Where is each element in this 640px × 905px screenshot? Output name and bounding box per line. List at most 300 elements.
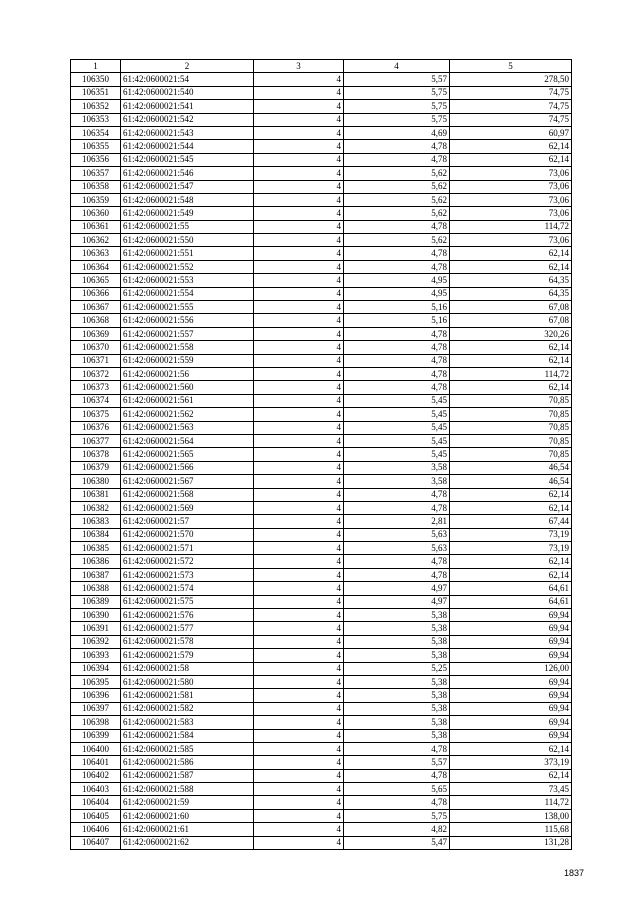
column-5-cell: 64,35 — [450, 274, 572, 287]
row-number-cell: 106355 — [71, 140, 121, 153]
column-4-cell: 4,78 — [344, 327, 450, 340]
column-5-cell: 114,72 — [450, 367, 572, 380]
cadastral-number-cell: 61:42:0600021:557 — [121, 327, 254, 340]
row-number-cell: 106368 — [71, 314, 121, 327]
table-row — [71, 220, 572, 233]
row-number-cell: 106371 — [71, 354, 121, 367]
column-5-cell: 67,08 — [450, 301, 572, 314]
column-3-cell: 4 — [254, 180, 344, 193]
column-4-cell: 4,78 — [344, 140, 450, 153]
column-3-cell: 4 — [254, 461, 344, 474]
column-4-cell: 4,78 — [344, 367, 450, 380]
column-3-cell: 4 — [254, 421, 344, 434]
cadastral-number-cell: 61:42:0600021:551 — [121, 247, 254, 260]
table-body — [71, 73, 572, 850]
cadastral-number-cell: 61:42:0600021:578 — [121, 635, 254, 648]
column-3-cell: 4 — [254, 595, 344, 608]
column-5-cell: 70,85 — [450, 408, 572, 421]
cadastral-number-cell: 61:42:0600021:582 — [121, 702, 254, 715]
cadastral-number-cell: 61:42:0600021:552 — [121, 260, 254, 273]
table-row — [71, 555, 572, 568]
column-4-cell: 5,75 — [344, 113, 450, 126]
row-number-cell: 106376 — [71, 421, 121, 434]
row-number-cell: 106369 — [71, 327, 121, 340]
column-4-cell: 3,58 — [344, 461, 450, 474]
cadastral-number-cell: 61:42:0600021:555 — [121, 301, 254, 314]
column-3-cell: 4 — [254, 167, 344, 180]
column-5-cell: 69,94 — [450, 716, 572, 729]
cadastral-number-cell: 61:42:0600021:563 — [121, 421, 254, 434]
column-5-cell: 62,14 — [450, 247, 572, 260]
data-table — [70, 59, 572, 850]
cadastral-number-cell: 61:42:0600021:59 — [121, 796, 254, 809]
cadastral-number-cell: 61:42:0600021:553 — [121, 274, 254, 287]
cadastral-number-cell: 61:42:0600021:570 — [121, 528, 254, 541]
row-number-cell: 106381 — [71, 488, 121, 501]
column-4-cell: 5,38 — [344, 716, 450, 729]
column-5-cell: 69,94 — [450, 622, 572, 635]
column-4-cell: 4,78 — [344, 501, 450, 514]
column-5-cell: 114,72 — [450, 220, 572, 233]
column-3-cell: 4 — [254, 113, 344, 126]
cadastral-number-cell: 61:42:0600021:62 — [121, 836, 254, 849]
header-col-3: 3 — [254, 60, 344, 73]
row-number-cell: 106391 — [71, 622, 121, 635]
column-5-cell: 70,85 — [450, 448, 572, 461]
column-4-cell: 4,95 — [344, 274, 450, 287]
row-number-cell: 106375 — [71, 408, 121, 421]
table-row — [71, 341, 572, 354]
table-row — [71, 381, 572, 394]
table-row — [71, 193, 572, 206]
column-3-cell: 4 — [254, 542, 344, 555]
cadastral-number-cell: 61:42:0600021:573 — [121, 568, 254, 581]
table-row — [71, 542, 572, 555]
table-row — [71, 126, 572, 139]
column-5-cell: 73,19 — [450, 542, 572, 555]
table-row — [71, 595, 572, 608]
cadastral-number-cell: 61:42:0600021:569 — [121, 501, 254, 514]
column-3-cell: 4 — [254, 301, 344, 314]
cadastral-number-cell: 61:42:0600021:572 — [121, 555, 254, 568]
column-3-cell: 4 — [254, 193, 344, 206]
column-4-cell: 5,47 — [344, 836, 450, 849]
column-5-cell: 74,75 — [450, 86, 572, 99]
cadastral-number-cell: 61:42:0600021:558 — [121, 341, 254, 354]
column-5-cell: 69,94 — [450, 729, 572, 742]
column-4-cell: 5,57 — [344, 756, 450, 769]
column-3-cell: 4 — [254, 555, 344, 568]
column-3-cell: 4 — [254, 100, 344, 113]
column-3-cell: 4 — [254, 809, 344, 822]
row-number-cell: 106382 — [71, 501, 121, 514]
column-4-cell: 5,38 — [344, 622, 450, 635]
column-5-cell: 60,97 — [450, 126, 572, 139]
table-row — [71, 582, 572, 595]
row-number-cell: 106377 — [71, 434, 121, 447]
column-4-cell: 5,62 — [344, 180, 450, 193]
cadastral-number-cell: 61:42:0600021:556 — [121, 314, 254, 327]
column-4-cell: 5,45 — [344, 434, 450, 447]
table-row — [71, 180, 572, 193]
table-row — [71, 247, 572, 260]
table-row — [71, 260, 572, 273]
row-number-cell: 106366 — [71, 287, 121, 300]
row-number-cell: 106357 — [71, 167, 121, 180]
column-4-cell: 5,75 — [344, 86, 450, 99]
cadastral-number-cell: 61:42:0600021:55 — [121, 220, 254, 233]
table-row — [71, 675, 572, 688]
column-5-cell: 73,06 — [450, 234, 572, 247]
column-4-cell: 4,78 — [344, 769, 450, 782]
column-3-cell: 4 — [254, 475, 344, 488]
column-3-cell: 4 — [254, 528, 344, 541]
table-row — [71, 274, 572, 287]
cadastral-number-cell: 61:42:0600021:549 — [121, 207, 254, 220]
table-row — [71, 86, 572, 99]
table-row — [71, 783, 572, 796]
column-5-cell: 131,28 — [450, 836, 572, 849]
column-4-cell: 5,75 — [344, 809, 450, 822]
column-4-cell: 5,38 — [344, 702, 450, 715]
table-row — [71, 609, 572, 622]
row-number-cell: 106378 — [71, 448, 121, 461]
row-number-cell: 106361 — [71, 220, 121, 233]
column-4-cell: 5,45 — [344, 408, 450, 421]
column-5-cell: 73,06 — [450, 167, 572, 180]
table-row — [71, 501, 572, 514]
row-number-cell: 106367 — [71, 301, 121, 314]
column-4-cell: 5,63 — [344, 542, 450, 555]
column-3-cell: 4 — [254, 702, 344, 715]
row-number-cell: 106397 — [71, 702, 121, 715]
cadastral-number-cell: 61:42:0600021:550 — [121, 234, 254, 247]
column-4-cell: 5,62 — [344, 207, 450, 220]
column-5-cell: 46,54 — [450, 461, 572, 474]
column-4-cell: 4,78 — [344, 220, 450, 233]
column-5-cell: 64,35 — [450, 287, 572, 300]
column-3-cell: 4 — [254, 86, 344, 99]
column-4-cell: 5,45 — [344, 421, 450, 434]
column-3-cell: 4 — [254, 234, 344, 247]
row-number-cell: 106403 — [71, 783, 121, 796]
column-4-cell: 4,97 — [344, 595, 450, 608]
column-3-cell: 4 — [254, 742, 344, 755]
column-3-cell: 4 — [254, 220, 344, 233]
column-3-cell: 4 — [254, 769, 344, 782]
column-4-cell: 5,25 — [344, 662, 450, 675]
cadastral-number-cell: 61:42:0600021:61 — [121, 823, 254, 836]
column-4-cell: 5,63 — [344, 528, 450, 541]
column-4-cell: 5,65 — [344, 783, 450, 796]
cadastral-number-cell: 61:42:0600021:568 — [121, 488, 254, 501]
cadastral-number-cell: 61:42:0600021:577 — [121, 622, 254, 635]
row-number-cell: 106401 — [71, 756, 121, 769]
header-row — [71, 60, 572, 73]
row-number-cell: 106380 — [71, 475, 121, 488]
cadastral-number-cell: 61:42:0600021:580 — [121, 675, 254, 688]
cadastral-number-cell: 61:42:0600021:545 — [121, 153, 254, 166]
column-3-cell: 4 — [254, 622, 344, 635]
table-row — [71, 702, 572, 715]
column-5-cell: 62,14 — [450, 354, 572, 367]
column-5-cell: 69,94 — [450, 635, 572, 648]
cadastral-number-cell: 61:42:0600021:54 — [121, 73, 254, 86]
column-3-cell: 4 — [254, 247, 344, 260]
column-3-cell: 4 — [254, 354, 344, 367]
column-3-cell: 4 — [254, 381, 344, 394]
row-number-cell: 106387 — [71, 568, 121, 581]
column-3-cell: 4 — [254, 609, 344, 622]
row-number-cell: 106398 — [71, 716, 121, 729]
column-4-cell: 4,78 — [344, 555, 450, 568]
column-3-cell: 4 — [254, 582, 344, 595]
cadastral-number-cell: 61:42:0600021:562 — [121, 408, 254, 421]
table-row — [71, 689, 572, 702]
column-5-cell: 69,94 — [450, 675, 572, 688]
header-col-4: 4 — [344, 60, 450, 73]
column-5-cell: 114,72 — [450, 796, 572, 809]
cadastral-number-cell: 61:42:0600021:559 — [121, 354, 254, 367]
table-row — [71, 354, 572, 367]
table-row — [71, 488, 572, 501]
cadastral-number-cell: 61:42:0600021:565 — [121, 448, 254, 461]
column-5-cell: 62,14 — [450, 769, 572, 782]
cadastral-number-cell: 61:42:0600021:542 — [121, 113, 254, 126]
column-5-cell: 64,61 — [450, 595, 572, 608]
table-row — [71, 716, 572, 729]
column-4-cell: 5,38 — [344, 689, 450, 702]
column-3-cell: 4 — [254, 408, 344, 421]
column-5-cell: 74,75 — [450, 113, 572, 126]
row-number-cell: 106359 — [71, 193, 121, 206]
column-4-cell: 4,97 — [344, 582, 450, 595]
column-4-cell: 5,57 — [344, 73, 450, 86]
cadastral-number-cell: 61:42:0600021:560 — [121, 381, 254, 394]
row-number-cell: 106353 — [71, 113, 121, 126]
column-3-cell: 4 — [254, 796, 344, 809]
column-3-cell: 4 — [254, 448, 344, 461]
column-5-cell: 73,06 — [450, 193, 572, 206]
row-number-cell: 106388 — [71, 582, 121, 595]
column-3-cell: 4 — [254, 783, 344, 796]
row-number-cell: 106374 — [71, 394, 121, 407]
table-row — [71, 153, 572, 166]
row-number-cell: 106350 — [71, 73, 121, 86]
column-3-cell: 4 — [254, 756, 344, 769]
table-row — [71, 461, 572, 474]
table-row — [71, 140, 572, 153]
row-number-cell: 106370 — [71, 341, 121, 354]
column-5-cell: 62,14 — [450, 381, 572, 394]
table-row — [71, 729, 572, 742]
column-3-cell: 4 — [254, 716, 344, 729]
row-number-cell: 106352 — [71, 100, 121, 113]
cadastral-number-cell: 61:42:0600021:548 — [121, 193, 254, 206]
row-number-cell: 106373 — [71, 381, 121, 394]
table-row — [71, 635, 572, 648]
cadastral-number-cell: 61:42:0600021:547 — [121, 180, 254, 193]
cadastral-number-cell: 61:42:0600021:544 — [121, 140, 254, 153]
row-number-cell: 106372 — [71, 367, 121, 380]
table-row — [71, 421, 572, 434]
table-row — [71, 742, 572, 755]
cadastral-number-cell: 61:42:0600021:540 — [121, 86, 254, 99]
column-4-cell: 5,62 — [344, 167, 450, 180]
column-5-cell: 62,14 — [450, 742, 572, 755]
row-number-cell: 106360 — [71, 207, 121, 220]
column-3-cell: 4 — [254, 274, 344, 287]
column-4-cell: 5,38 — [344, 609, 450, 622]
column-4-cell: 4,78 — [344, 354, 450, 367]
column-5-cell: 62,14 — [450, 501, 572, 514]
column-4-cell: 3,58 — [344, 475, 450, 488]
column-4-cell: 5,45 — [344, 394, 450, 407]
row-number-cell: 106405 — [71, 809, 121, 822]
row-number-cell: 106404 — [71, 796, 121, 809]
column-5-cell: 73,45 — [450, 783, 572, 796]
row-number-cell: 106395 — [71, 675, 121, 688]
column-3-cell: 4 — [254, 488, 344, 501]
column-3-cell: 4 — [254, 260, 344, 273]
row-number-cell: 106399 — [71, 729, 121, 742]
column-4-cell: 4,78 — [344, 568, 450, 581]
cadastral-number-cell: 61:42:0600021:574 — [121, 582, 254, 595]
row-number-cell: 106392 — [71, 635, 121, 648]
column-3-cell: 4 — [254, 394, 344, 407]
column-5-cell: 70,85 — [450, 421, 572, 434]
cadastral-number-cell: 61:42:0600021:576 — [121, 609, 254, 622]
column-4-cell: 5,16 — [344, 314, 450, 327]
row-number-cell: 106400 — [71, 742, 121, 755]
cadastral-number-cell: 61:42:0600021:56 — [121, 367, 254, 380]
table-header — [71, 60, 572, 73]
column-5-cell: 115,68 — [450, 823, 572, 836]
table-row — [71, 314, 572, 327]
row-number-cell: 106358 — [71, 180, 121, 193]
column-3-cell: 4 — [254, 836, 344, 849]
column-5-cell: 70,85 — [450, 434, 572, 447]
column-5-cell: 67,08 — [450, 314, 572, 327]
row-number-cell: 106393 — [71, 649, 121, 662]
column-4-cell: 4,78 — [344, 742, 450, 755]
column-4-cell: 5,38 — [344, 675, 450, 688]
column-3-cell: 4 — [254, 689, 344, 702]
table-row — [71, 301, 572, 314]
column-5-cell: 69,94 — [450, 609, 572, 622]
cadastral-number-cell: 61:42:0600021:561 — [121, 394, 254, 407]
row-number-cell: 106402 — [71, 769, 121, 782]
page-number: 1837 — [563, 868, 584, 878]
table-row — [71, 327, 572, 340]
column-5-cell: 70,85 — [450, 394, 572, 407]
column-3-cell: 4 — [254, 140, 344, 153]
column-3-cell: 4 — [254, 341, 344, 354]
table-row — [71, 100, 572, 113]
cadastral-number-cell: 61:42:0600021:588 — [121, 783, 254, 796]
table-row — [71, 394, 572, 407]
column-3-cell: 4 — [254, 73, 344, 86]
cadastral-number-cell: 61:42:0600021:60 — [121, 809, 254, 822]
table-row — [71, 207, 572, 220]
cadastral-number-cell: 61:42:0600021:584 — [121, 729, 254, 742]
header-col-1: 1 — [71, 60, 121, 73]
table-row — [71, 649, 572, 662]
column-3-cell: 4 — [254, 635, 344, 648]
table-row — [71, 809, 572, 822]
row-number-cell: 106383 — [71, 515, 121, 528]
column-5-cell: 62,14 — [450, 341, 572, 354]
table-row — [71, 434, 572, 447]
column-3-cell: 4 — [254, 287, 344, 300]
row-number-cell: 106379 — [71, 461, 121, 474]
column-5-cell: 74,75 — [450, 100, 572, 113]
cadastral-number-cell: 61:42:0600021:543 — [121, 126, 254, 139]
column-5-cell: 373,19 — [450, 756, 572, 769]
table-row — [71, 769, 572, 782]
column-3-cell: 4 — [254, 649, 344, 662]
row-number-cell: 106362 — [71, 234, 121, 247]
cadastral-number-cell: 61:42:0600021:564 — [121, 434, 254, 447]
row-number-cell: 106351 — [71, 86, 121, 99]
column-5-cell: 69,94 — [450, 689, 572, 702]
column-4-cell: 5,75 — [344, 100, 450, 113]
column-5-cell: 62,14 — [450, 555, 572, 568]
table-row — [71, 515, 572, 528]
table-row — [71, 568, 572, 581]
column-3-cell: 4 — [254, 675, 344, 688]
column-5-cell: 278,50 — [450, 73, 572, 86]
cadastral-number-cell: 61:42:0600021:546 — [121, 167, 254, 180]
cadastral-number-cell: 61:42:0600021:587 — [121, 769, 254, 782]
cadastral-number-cell: 61:42:0600021:586 — [121, 756, 254, 769]
row-number-cell: 106354 — [71, 126, 121, 139]
column-4-cell: 4,78 — [344, 796, 450, 809]
column-3-cell: 4 — [254, 662, 344, 675]
column-3-cell: 4 — [254, 515, 344, 528]
column-3-cell: 4 — [254, 327, 344, 340]
column-3-cell: 4 — [254, 314, 344, 327]
column-3-cell: 4 — [254, 568, 344, 581]
table-row — [71, 408, 572, 421]
table-row — [71, 823, 572, 836]
column-5-cell: 320,26 — [450, 327, 572, 340]
row-number-cell: 106385 — [71, 542, 121, 555]
column-4-cell: 5,38 — [344, 729, 450, 742]
row-number-cell: 106394 — [71, 662, 121, 675]
table-row — [71, 836, 572, 849]
cadastral-number-cell: 61:42:0600021:585 — [121, 742, 254, 755]
column-4-cell: 4,95 — [344, 287, 450, 300]
column-4-cell: 4,78 — [344, 153, 450, 166]
column-5-cell: 67,44 — [450, 515, 572, 528]
table-row — [71, 796, 572, 809]
column-3-cell: 4 — [254, 126, 344, 139]
column-5-cell: 73,06 — [450, 207, 572, 220]
column-5-cell: 62,14 — [450, 153, 572, 166]
column-3-cell: 4 — [254, 153, 344, 166]
column-4-cell: 4,78 — [344, 247, 450, 260]
table-row — [71, 528, 572, 541]
column-5-cell: 126,00 — [450, 662, 572, 675]
column-4-cell: 4,78 — [344, 381, 450, 394]
column-3-cell: 4 — [254, 207, 344, 220]
column-4-cell: 4,78 — [344, 488, 450, 501]
header-col-2: 2 — [121, 60, 254, 73]
cadastral-number-cell: 61:42:0600021:57 — [121, 515, 254, 528]
table-row — [71, 167, 572, 180]
column-3-cell: 4 — [254, 823, 344, 836]
